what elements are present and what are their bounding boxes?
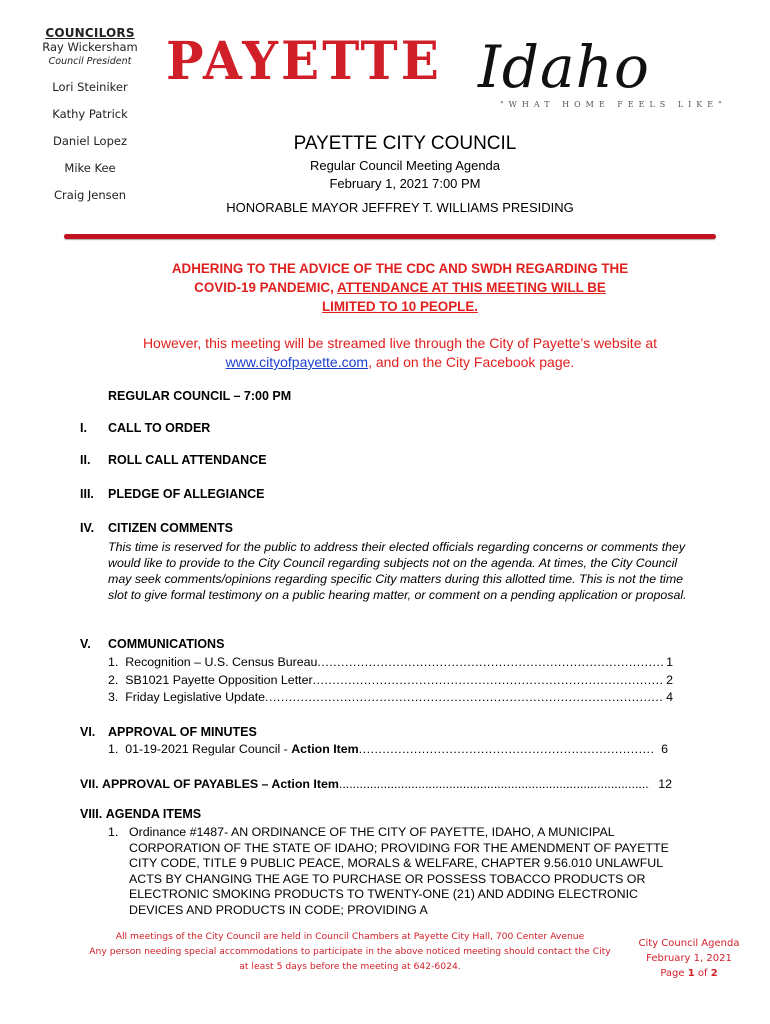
city-logo-tagline: "WHAT HOME FEELS LIKE" [500, 100, 727, 109]
notice-line: COVID-19 PANDEMIC, [194, 280, 338, 295]
section-title: APPROVAL OF PAYABLES – Action Item [102, 777, 339, 791]
presiding-mayor: HONORABLE MAYOR JEFFREY T. WILLIAMS PRESIDING [226, 200, 574, 215]
item-number: 2. [108, 673, 119, 687]
list-item [108, 673, 673, 687]
header-divider [64, 234, 716, 239]
section-title: ROLL CALL ATTENDANCE [108, 453, 267, 467]
section-number: VI. [80, 725, 96, 739]
footer-doc-date: February 1, 2021 [646, 953, 732, 964]
citizen-comments-description: This time is reserved for the public to address their elected officials regarding concerns or comments they would like to provide to the City Council regarding subjects not on the agenda. At times, the City Council may seek comments/opinions regarding specific City matters during this allotted time. This is not the time slot to give formal testimony on a public hearing matter, or comment on a pending application or proposal. [108, 540, 687, 602]
agenda-subtitle: Regular Council Meeting Agenda [309, 158, 501, 173]
councilor-name: Lori Steiniker [52, 80, 128, 94]
notice-underlined: ATTENDANCE AT THIS MEETING WILL BE [337, 280, 606, 295]
item-number: 1. [108, 655, 119, 669]
section-call-to-order [80, 421, 210, 435]
section-title: AGENDA ITEMS [105, 807, 202, 821]
stream-text: However, this meeting will be streamed live through the City of Payette’s website at [142, 335, 658, 351]
section-number: V. [80, 637, 91, 651]
section-pledge [80, 487, 265, 501]
section-title: CALL TO ORDER [108, 421, 211, 435]
footer-page-info [634, 936, 744, 981]
section-number: II. [80, 453, 91, 467]
stream-text: , and on the City Facebook page. [368, 354, 575, 370]
notice-line: ADHERING TO THE ADVICE OF THE CDC AND SWDH REGARDING THE [171, 261, 629, 276]
item-number: 1. [108, 825, 119, 839]
item-page: 1 [666, 655, 673, 669]
section-title: APPROVAL OF MINUTES [108, 725, 257, 739]
footer-line: Any person needing special accommodations to participate in the above noticed meeting should contact the City [89, 946, 611, 957]
list-item [108, 742, 668, 756]
covid-notice [140, 259, 660, 316]
footer-notice [60, 929, 640, 974]
section-roll-call [80, 453, 267, 467]
footer-line: All meetings of the City Council are held in Council Chambers at Payette City Hall, 700 Center Avenue [115, 931, 585, 942]
councilor-role: Council President [48, 56, 132, 67]
item-label: Recognition – U.S. Census Bureau [125, 655, 318, 669]
councilors-heading: COUNCILORS [45, 26, 135, 40]
section-citizen-comments [80, 521, 233, 535]
action-item-label: Action Item [291, 742, 359, 756]
item-page: 4 [666, 690, 673, 704]
councilors-list [20, 26, 160, 202]
section-title: COMMUNICATIONS [108, 637, 225, 651]
item-label: Friday Legislative Update [125, 690, 266, 704]
item-page: 6 [661, 742, 668, 756]
item-number: 3. [108, 690, 119, 704]
section-approval-of-payables [80, 777, 672, 791]
item-label: 01-19-2021 Regular Council - [125, 742, 292, 756]
city-logo-wordmark: PAYETTE [166, 29, 442, 92]
list-item [108, 655, 673, 669]
section-number: IV. [80, 521, 95, 535]
section-title: PLEDGE OF ALLEGIANCE [108, 487, 265, 501]
section-approval-of-minutes [80, 725, 257, 739]
notice-underlined: LIMITED TO 10 PEOPLE. [321, 299, 478, 314]
footer-doc-title: City Council Agenda [638, 938, 740, 949]
regular-council-heading: REGULAR COUNCIL – 7:00 PM [108, 389, 292, 403]
councilor-name: Daniel Lopez [53, 134, 127, 148]
section-agenda-items [80, 807, 201, 821]
item-page: 12 [658, 777, 672, 791]
city-website-link[interactable]: www.cityofpayette.com [225, 354, 369, 370]
item-page: 2 [666, 673, 673, 687]
meeting-date: February 1, 2021 7:00 PM [329, 176, 481, 191]
page-number: Page 1 of 2 [660, 968, 718, 979]
councilor-name: Mike Kee [64, 161, 116, 175]
footer-line: at least 5 days before the meeting at 642-6024. [239, 961, 461, 972]
section-number: VII. [80, 777, 99, 791]
stream-notice [140, 334, 660, 372]
item-label: SB1021 Payette Opposition Letter [125, 673, 313, 687]
ordinance-item [108, 825, 688, 918]
councilor-name: Craig Jensen [53, 188, 127, 202]
section-number: I. [80, 421, 87, 435]
page-title: PAYETTE CITY COUNCIL [293, 133, 517, 154]
section-communications [80, 637, 224, 651]
list-item [108, 690, 673, 704]
city-logo-script: Idaho [478, 33, 650, 101]
item-number: 1. [108, 742, 119, 756]
councilor-name: Kathy Patrick [52, 107, 128, 121]
section-number: III. [80, 487, 94, 501]
councilor-name: Ray Wickersham [42, 40, 138, 54]
section-number: VIII. [80, 807, 103, 821]
section-title: CITIZEN COMMENTS [108, 521, 233, 535]
ordinance-text: Ordinance #1487- AN ORDINANCE OF THE CITY OF PAYETTE, IDAHO, A MUNICIPAL CORPORATION OF THE STATE OF IDAHO; PROVIDING FOR THE AMENDMENT OF PAYETTE CITY CODE, TITLE 9 PUBLIC PEACE, MORALS & WELFARE, CHAPTER 9.56.010 UNLAWFUL ACTS BY CHANGING THE AGE TO PURCHASE OR POSSESS TOBACCO PRODUCTS OR ELECTRONIC SMOKING PRODUCTS TO TWENTY-ONE (21) AND ADDING ELECTRONIC DEVICES AND PRODUCTS IN CODE; PROVIDING A [129, 825, 669, 917]
